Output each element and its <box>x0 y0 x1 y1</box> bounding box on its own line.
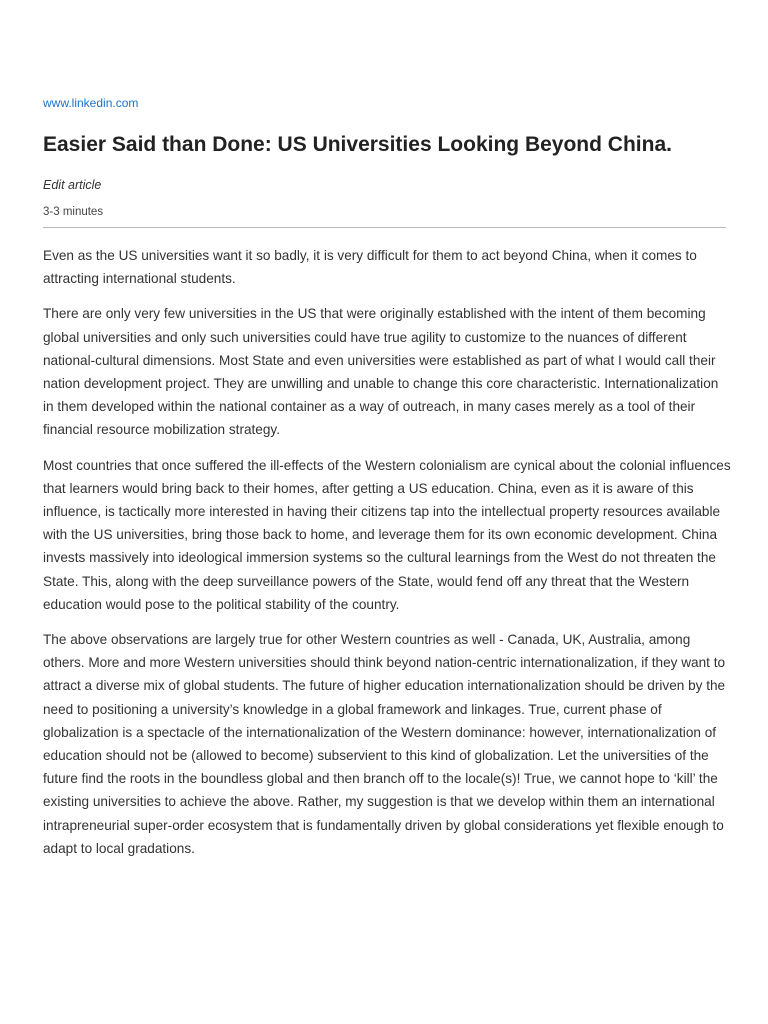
article-body <box>43 244 731 872</box>
read-time: 3-3 minutes <box>43 206 104 218</box>
article-paragraph: Most countries that once suffered the ill-effects of the Western colonialism are cynical about the colonial influences that learners would bring back to their homes, after getting a US education. China, even as it is aware of this influence, is tactically more interested in having their citizens tap into the intellectual property resources available with the US universities, bring those back to home, and leverage them for its own economic development. China invests massively into ideological immersion systems so the cultural learnings from the West do not threaten the State. This, along with the deep surveillance powers of the State, would fend off any threat that the Western education would pose to the political stability of the country. <box>43 457 731 612</box>
article-paragraph: The above observations are largely true for other Western countries as well - Canada, UK, Australia, among others. More and more Western universities should think beyond nation-centric internationalization, if they want to attract a diverse mix of global students. The future of higher education internationalization should be driven by the need to positioning a university’s knowledge in a global framework and linkages. True, current phase of globalization is a spectacle of the internationalization of the Western dominance: however, internationalization of education should not be (allowed to become) subservient to this kind of globalization. Let the universities of the future find the roots in the boundless global and then branch off to the locale(s)! True, we cannot hope to ‘kill’ the existing universities to achieve the above. Rather, my suggestion is that we develop within them an international intrapreneurial super-order ecosystem that is fundamentally driven by global considerations yet flexible enough to adapt to local gradations. <box>43 632 726 856</box>
article-title: Easier Said than Done: US Universities Looking Beyond China. <box>43 133 672 156</box>
header-divider <box>43 227 726 228</box>
article-paragraph: Even as the US universities want it so badly, it is very difficult for them to act beyond China, when it comes to attracting international students. <box>43 248 697 287</box>
article-paragraph: There are only very few universities in the US that were originally established with the intent of them becoming global universities and only such universities could have true agility to customize to the nuances of different national-cultural dimensions. Most State and even universities were established as part of what I would call their nation development project. They are unwilling and unable to change this core characteristic. Internationalization in them developed within the national container as a way of outreach, in many cases merely as a tool of their financial resource mobilization strategy. <box>43 306 719 438</box>
article-byline: Edit article <box>43 178 102 192</box>
source-link[interactable]: www.linkedin.com <box>43 96 139 110</box>
